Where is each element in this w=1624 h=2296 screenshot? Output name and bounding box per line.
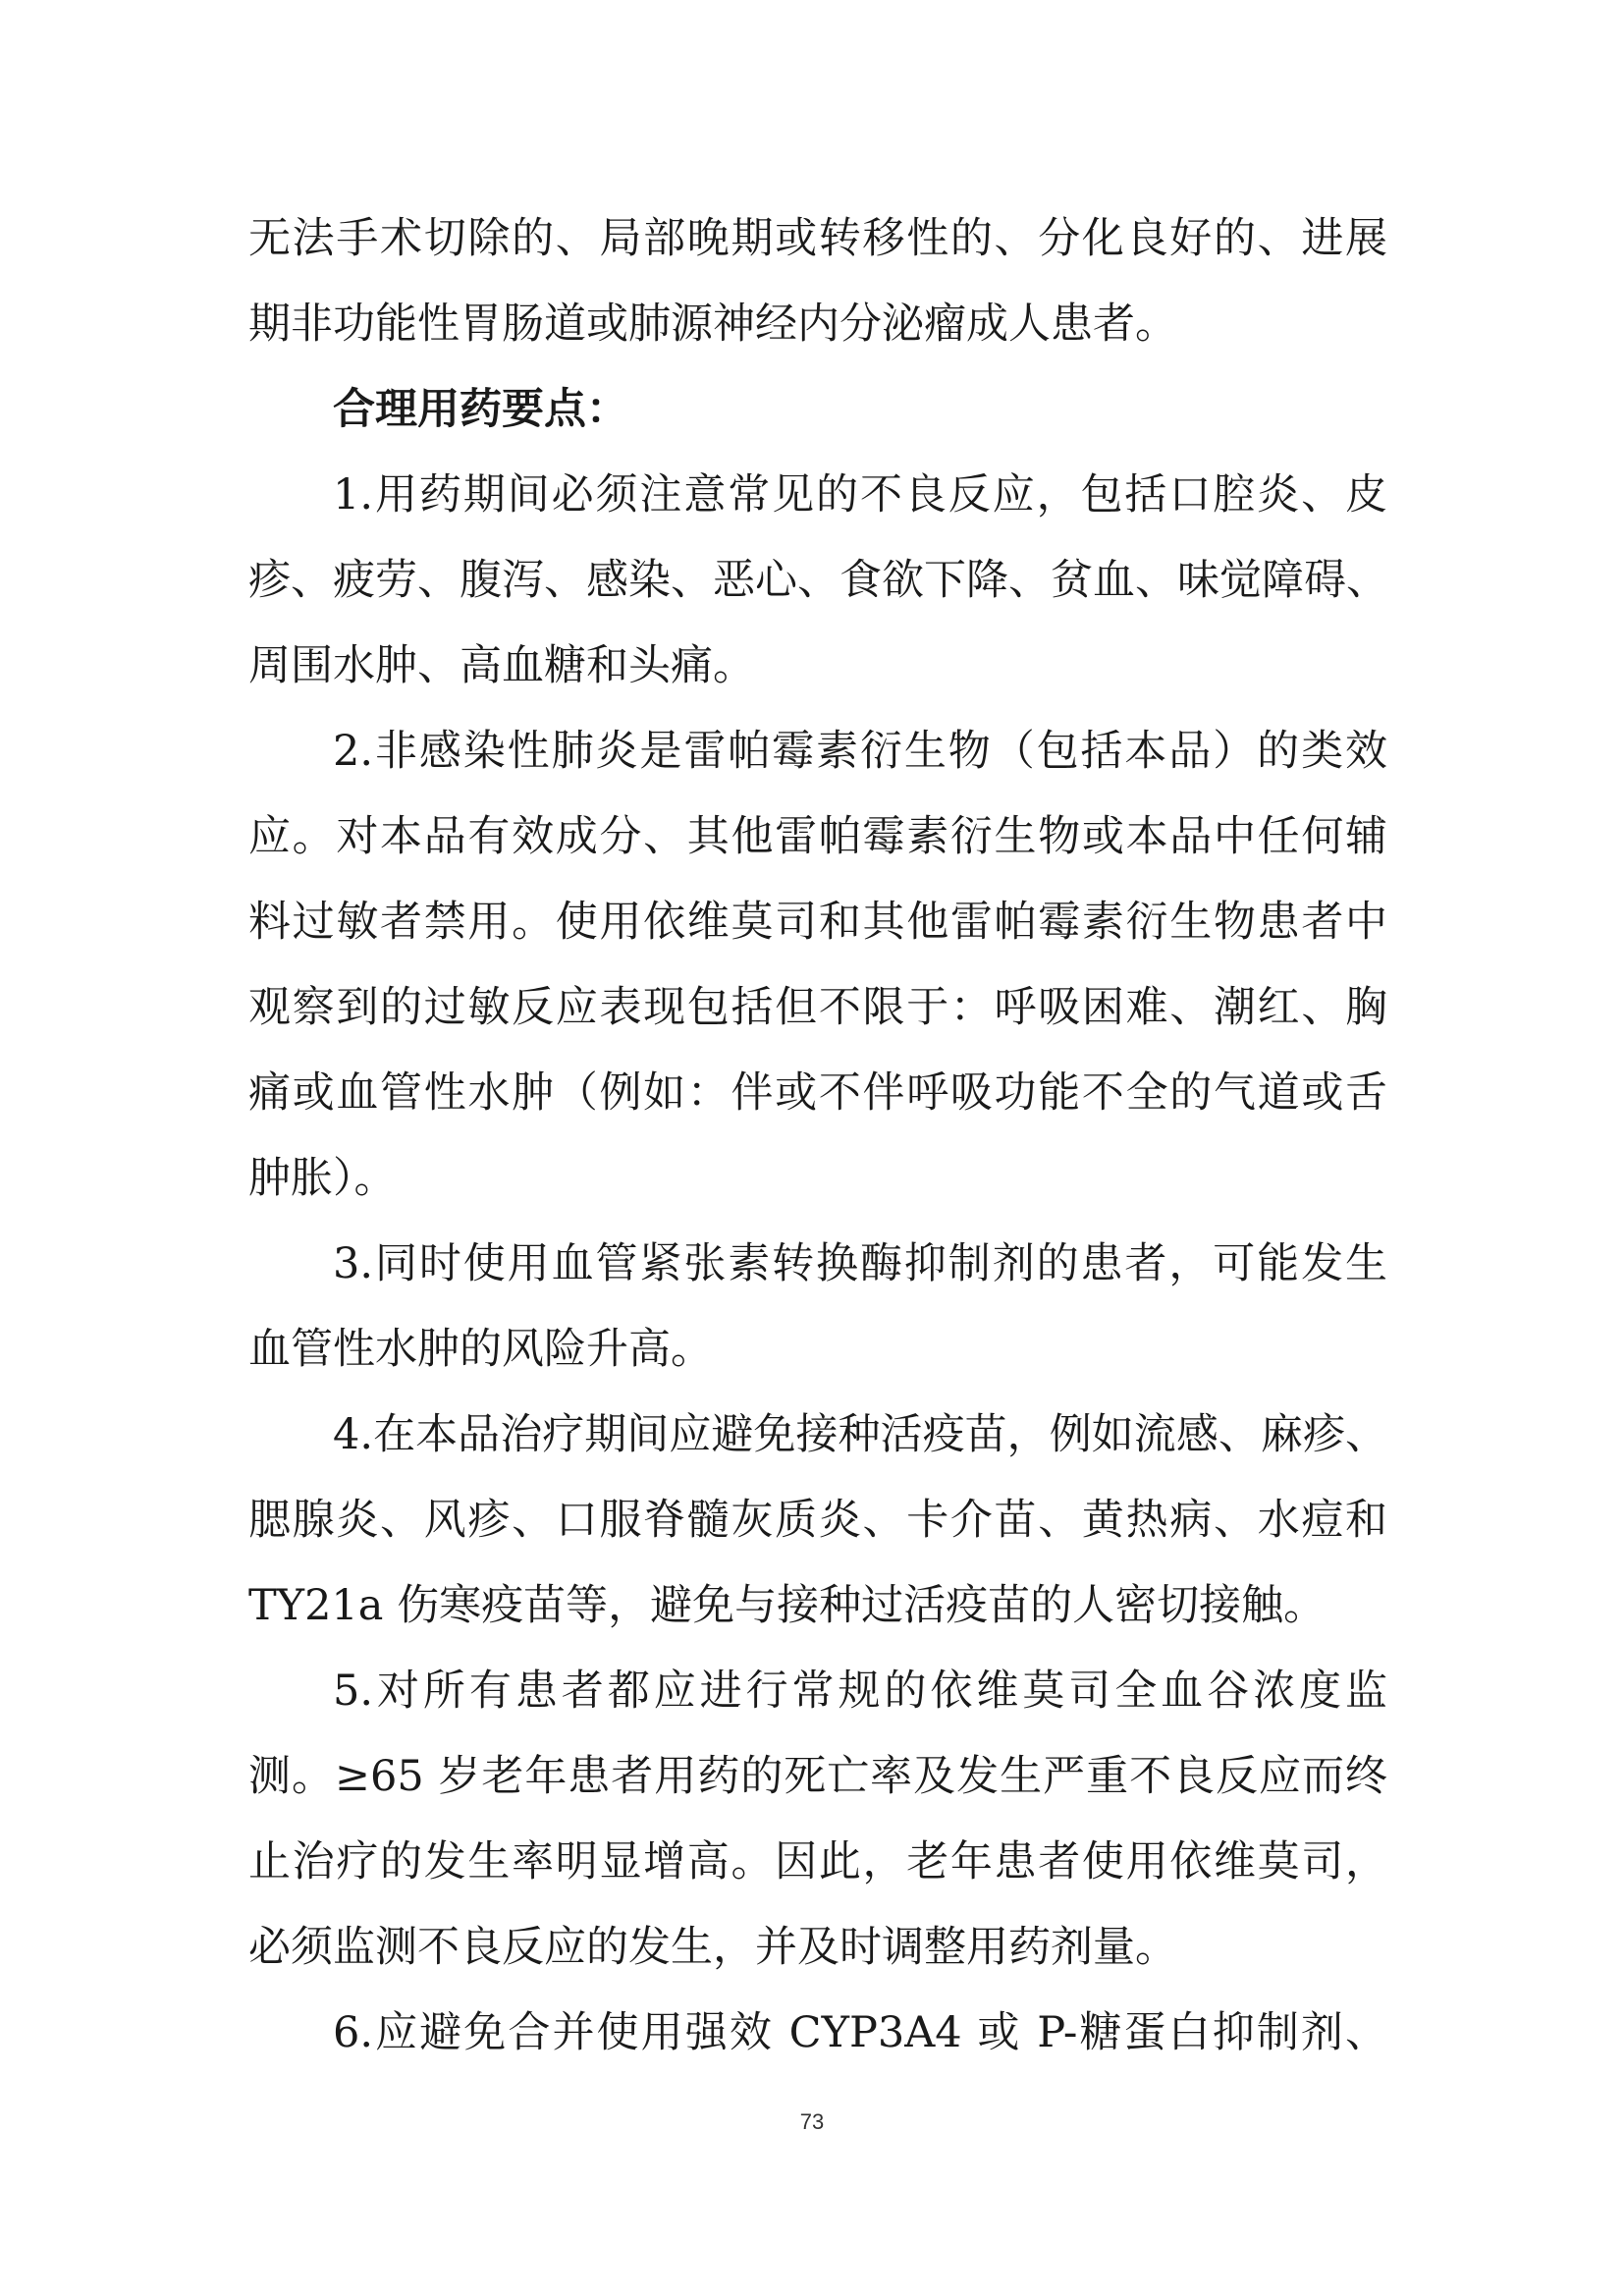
point-3-line: 血管性水肿的风险升高。 bbox=[248, 1325, 713, 1374]
point-4-line: 4.在本品治疗期间应避免接种活疫苗，例如流感、麻疹、 bbox=[333, 1410, 1387, 1459]
point-5-line: 止治疗的发生率明显增高。因此，老年患者使用依维莫司， bbox=[248, 1837, 1387, 1886]
point-4-line: 腮腺炎、风疹、口服脊髓灰质炎、卡介苗、黄热病、水痘和 bbox=[248, 1496, 1387, 1545]
point-5-line: 5.对所有患者都应进行常规的依维莫司全血谷浓度监 bbox=[333, 1667, 1387, 1716]
point-1-line: 疹、疲劳、腹泻、感染、恶心、食欲下降、贫血、味觉障碍、 bbox=[248, 556, 1388, 605]
section-heading: 合理用药要点： bbox=[333, 385, 628, 434]
point-5-line: 测。≥65 岁老年患者用药的死亡率及发生严重不良反应而终 bbox=[248, 1752, 1387, 1801]
point-1-line: 周围水肿、高血糖和头痛。 bbox=[248, 641, 755, 690]
intro-line: 无法手术切除的、局部晚期或转移性的、分化良好的、进展 bbox=[248, 214, 1387, 263]
page-number: 73 bbox=[799, 2109, 825, 2134]
point-3-line: 3.同时使用血管紧张素转换酶抑制剂的患者，可能发生 bbox=[333, 1239, 1387, 1288]
point-2-line: 肿胀）。 bbox=[248, 1154, 397, 1203]
point-5-line: 必须监测不良反应的发生，并及时调整用药剂量。 bbox=[248, 1923, 1177, 1972]
point-2-line: 应。对本品有效成分、其他雷帕霉素衍生物或本品中任何辅 bbox=[248, 812, 1387, 861]
point-4-line: TY21a 伤寒疫苗等，避免与接种过活疫苗的人密切接触。 bbox=[248, 1581, 1326, 1630]
point-2-line: 痛或血管性水肿（例如：伴或不伴呼吸功能不全的气道或舌 bbox=[248, 1068, 1387, 1118]
intro-line: 期非功能性胃肠道或肺源神经内分泌瘤成人患者。 bbox=[248, 300, 1177, 349]
point-1-line: 1.用药期间必须注意常见的不良反应，包括口腔炎、皮 bbox=[333, 470, 1387, 519]
point-2-line: 2.非感染性肺炎是雷帕霉素衍生物（包括本品）的类效 bbox=[333, 727, 1387, 776]
point-6-line: 6.应避免合并使用强效 CYP3A4 或 P-糖蛋白抑制剂、 bbox=[333, 2008, 1387, 2057]
point-2-line: 料过敏者禁用。使用依维莫司和其他雷帕霉素衍生物患者中 bbox=[248, 898, 1387, 947]
point-2-line: 观察到的过敏反应表现包括但不限于：呼吸困难、潮红、胸 bbox=[248, 983, 1387, 1032]
